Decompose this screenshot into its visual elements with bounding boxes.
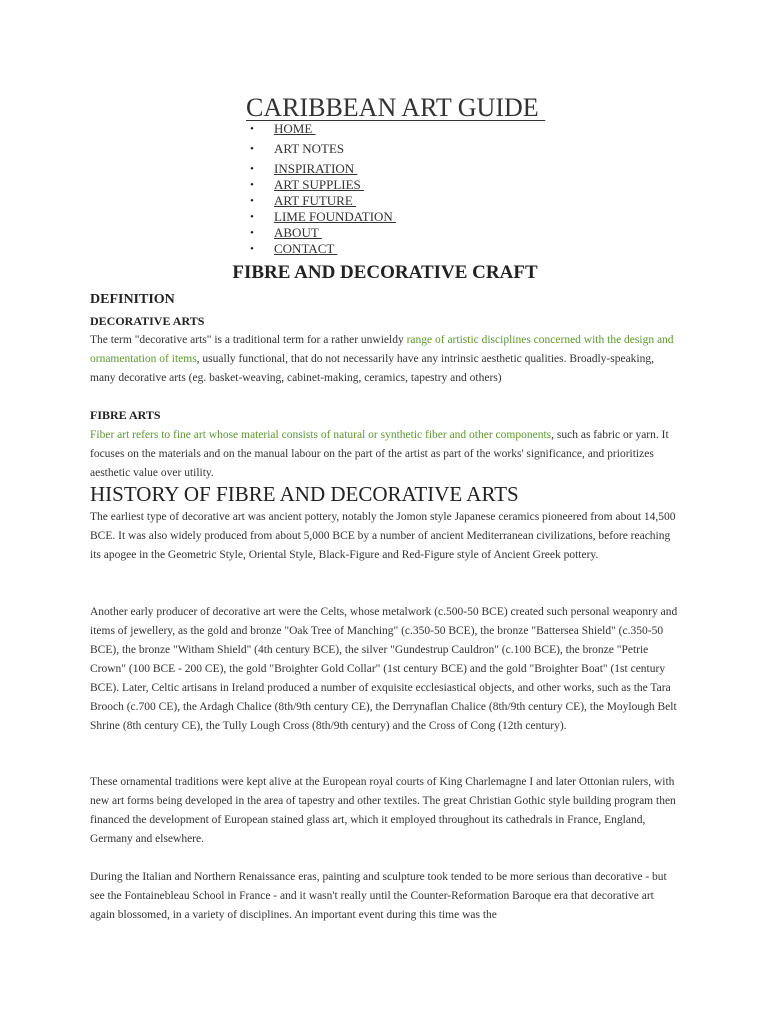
history-heading: HISTORY OF FIBRE AND DECORATIVE ARTS bbox=[90, 482, 519, 506]
nav-item-art-supplies[interactable] bbox=[248, 177, 396, 193]
nav-item-label[interactable]: ART NOTES bbox=[274, 141, 345, 156]
nav-item-about[interactable] bbox=[248, 225, 396, 241]
nav-item-contact[interactable] bbox=[248, 241, 396, 257]
decorative-arts-heading: DECORATIVE ARTS bbox=[90, 314, 205, 328]
decorative-arts-paragraph bbox=[90, 331, 680, 388]
history-paragraph-2: Another early producer of decorative art were the Celts, whose metalwork (c.500-50 BCE) created such personal weaponry and items of jewellery, as the gold and bronze "Oak Tree of Manching" (c.350-50 BCE), the bronze "Battersea Shield" (c.350-50 BCE), the bronze "Witham Shield" (4th century BCE), the silver "Gundestrup Cauldron" (c.100 BCE), the bronze "Petrie Crown" (100 BCE - 200 CE), the gold "Broighter Gold Collar" (1st century BCE) and the gold "Broighter Boat" (1st century BCE). Later, Celtic artisans in Ireland produced a number of exquisite ecclesiastical objects, and other works, such as the Tara Brooch (c.700 CE), the Ardagh Chalice (8th/9th century CE), the Derrynaflan Chalice (8th/9th century CE), the Moylough Belt Shrine (8th century CE), the Tully Lough Cross (8th/9th century) and the Cross of Cong (12th century). bbox=[90, 606, 678, 732]
nav-item-label[interactable]: ABOUT bbox=[274, 225, 322, 240]
nav-item-label[interactable]: CONTACT bbox=[274, 241, 338, 256]
fibre-arts-heading: FIBRE ARTS bbox=[90, 408, 161, 422]
site-title[interactable]: CARIBBEAN ART GUIDE bbox=[246, 93, 546, 122]
nav-item-lime-foundation[interactable] bbox=[248, 209, 396, 225]
nav-item-label[interactable]: INSPIRATION bbox=[274, 161, 358, 176]
nav-item-art-future[interactable] bbox=[248, 193, 396, 209]
paragraph-text: , such as fabric or yarn. It focuses on the materials and on the manual labour on the part of the artist as part of the works' significance, and prioritizes aesthetic value over utility. bbox=[90, 429, 669, 479]
definition-heading: DEFINITION bbox=[90, 292, 175, 307]
main-nav bbox=[248, 121, 396, 257]
nav-item-inspiration[interactable] bbox=[248, 161, 396, 177]
nav-item-label[interactable]: ART SUPPLIES bbox=[274, 177, 365, 192]
nav-item-home[interactable] bbox=[248, 121, 396, 137]
article-title: FIBRE AND DECORATIVE CRAFT bbox=[232, 262, 538, 283]
nav-item-art-notes[interactable] bbox=[248, 141, 396, 157]
fibre-arts-link[interactable]: Fiber art refers to fine art whose material consists of natural or synthetic fiber and other components bbox=[90, 429, 552, 441]
decorative-arts-link[interactable]: range of artistic disciplines concerned with the design and ornamentation of items bbox=[90, 334, 674, 365]
paragraph-text: , usually functional, that do not necessarily have any intrinsic aesthetic qualities. Broadly-speaking, many decorative arts (eg. basket-weaving, cabinet-making, ceramics, tapestry and others) bbox=[90, 353, 654, 384]
fibre-arts-paragraph bbox=[90, 426, 680, 483]
history-paragraph-1: The earliest type of decorative art was ancient pottery, notably the Jomon style Japanese ceramics pioneered from about 14,500 BCE. It was also widely produced from about 5,000 BCE by a number of ancient Mediterranean civilizations, before reaching its apogee in the Geometric Style, Oriental Style, Black-Figure and Red-Figure style of Ancient Greek pottery. bbox=[90, 511, 676, 561]
nav-item-label[interactable]: ART FUTURE bbox=[274, 193, 357, 208]
nav-item-label[interactable]: HOME bbox=[274, 121, 316, 136]
history-paragraph-3: These ornamental traditions were kept alive at the European royal courts of King Charlemagne I and later Ottonian rulers, with new art forms being developed in the area of tapestry and other textiles. The great Christian Gothic style building program then financed the development of European stained glass art, which it employed throughout its cathedrals in France, England, Germany and elsewhere. bbox=[90, 776, 676, 845]
nav-item-label[interactable]: LIME FOUNDATION bbox=[274, 209, 397, 224]
paragraph-text: The term "decorative arts" is a traditional term for a rather unwieldy bbox=[90, 334, 407, 346]
history-paragraph-4: During the Italian and Northern Renaissance eras, painting and sculpture took tended to be more serious than decorative - but see the Fontainebleau School in France - and it wasn't really until the Counter-Reformation Baroque era that decorative art again blossomed, in a variety of disciplines. An important event during this time was the bbox=[90, 871, 667, 921]
